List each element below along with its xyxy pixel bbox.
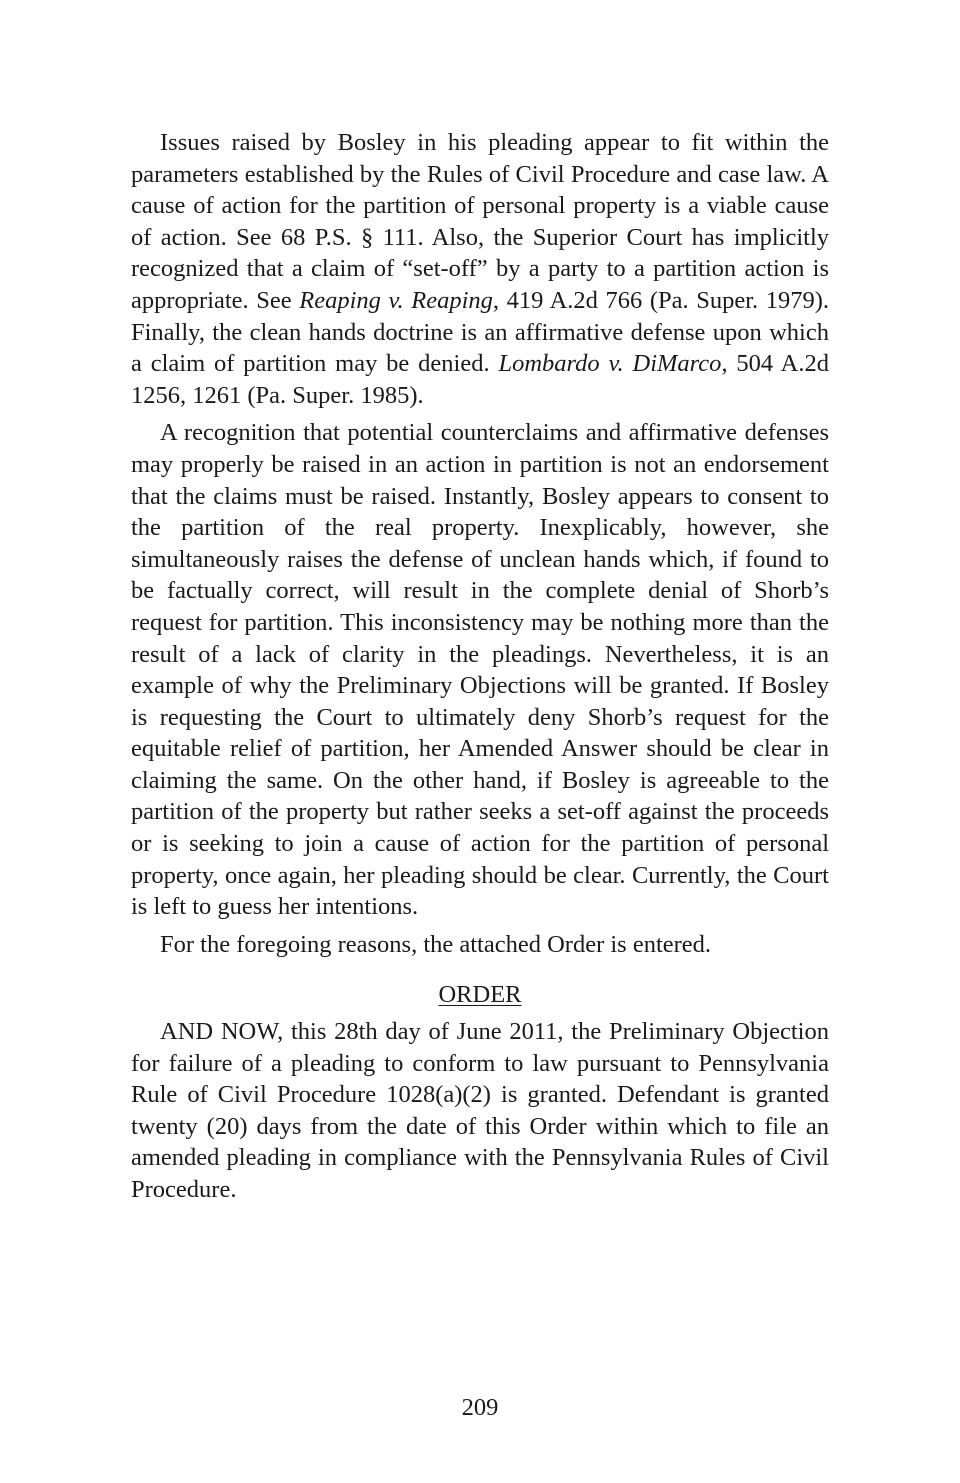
paragraph-text: A recognition that potential counterclaims and affirmative defenses may properly be raised in an action in partition is not an endorsement that the claims must be raised. Instantly, Bosley appears to consent to the partition of the real property. Inexplicably, however, she simultaneously raises the defense of unclean hands which, if found to be factually correct, will result in the complete denial of Shorb’s request for partition. This inconsistency may be nothing more than the result of a lack of clarity in the pleadings. Nevertheless, it is an example of why the Preliminary Objections will be granted. If Bosley is requesting the Court to ultimately deny Shorb’s request for the equitable relief of partition, her Amended Answer should be clear in claiming the same. On the other hand, if Bosley is agreeable to the partition of the property but rather seeks a set-off against the proceeds or is seeking to join a cause of action for the partition of personal property, once again, her pleading should be clear. Currently, the Court is left to guess her intentions. bbox=[131, 419, 829, 921]
paragraph-foregoing-reasons bbox=[131, 929, 829, 961]
order-heading: ORDER bbox=[438, 981, 522, 1009]
page-number: 209 bbox=[461, 1394, 499, 1421]
paragraph-text: , 504 A.2d 1256, 1261 (Pa. Super. 1985). bbox=[131, 350, 829, 409]
paragraph-text: AND NOW, this 28th day of June 2011, the Preliminary Objection for failure of a pleading to conform to law pursuant to Pennsylvania Rule of Civil Procedure 1028(a)(2) is granted. Defendant is granted twenty (20) days from the date of this Order within which to file an amended pleading in compliance with the Pennsylvania Rules of Civil Procedure. bbox=[131, 1018, 829, 1203]
body-text bbox=[131, 127, 829, 1206]
paragraph-text: , 419 A.2d 766 (Pa. Super. 1979). Finally, the clean hands doctrine is an affirmative defense upon which a claim of partition may be denied. bbox=[131, 286, 829, 378]
paragraph-order bbox=[131, 1016, 829, 1206]
case-citation: Lombardo v. DiMarco bbox=[498, 350, 722, 378]
paragraph-recognition bbox=[131, 417, 829, 923]
paragraph-text: Issues raised by Bosley in his pleading appear to fit within the parameters established by the Rules of Civil Procedure and case law. A cause of action for the partition of personal property is a viable cause of action. See 68 P.S. § 111. Also, the Superior Court has implicitly recognized that a claim of “set-off” by a party to a partition action is appropriate. See bbox=[131, 129, 829, 314]
paragraph-issues-raised bbox=[131, 127, 829, 411]
case-citation: Reaping v. Reaping bbox=[299, 286, 493, 314]
paragraph-text: For the foregoing reasons, the attached Order is entered. bbox=[160, 930, 712, 958]
